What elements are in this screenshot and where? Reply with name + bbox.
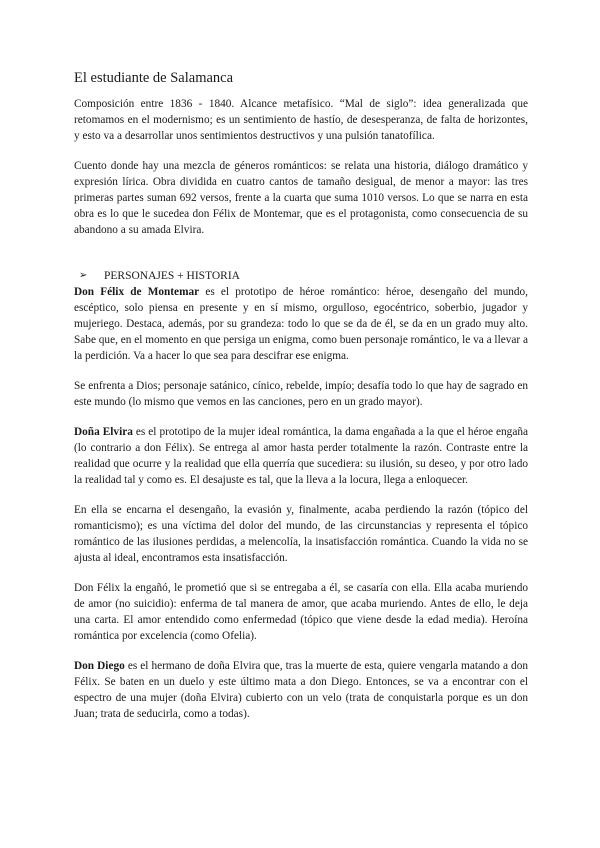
arrow-bullet-icon: ➢ bbox=[79, 270, 88, 281]
document-page bbox=[74, 70, 528, 722]
felix-name: Don Félix de Montemar bbox=[74, 286, 200, 298]
felix-paragraph-1-text: es el prototipo de héroe romántico: héroe, desengaño del mundo, escéptico, solo piensa en presente y en sí mismo, orgulloso, egocéntrico, soberbio, jugador y mujeriego. Destaca, además, por su grandeza: todo lo que se da de él, se da en un grado muy alto. Sabe que, en el momento en que persiga un enigma, como buen personaje romántico, le va a llevar a la perdición. Va a hacer lo que sea para descifrar ese enigma. bbox=[74, 286, 528, 362]
diego-paragraph-1 bbox=[74, 658, 528, 722]
intro-paragraph-2: Cuento donde hay una mezcla de géneros románticos: se relata una historia, diálogo dramático y expresión lírica. Obra dividida en cuatro cantos de tamaño desigual, de menor a mayor: las tres primeras partes suman 692 versos, frente a la cuarta que suma 1010 versos. Lo que se narra en esta obra es lo que le sucedea don Félix de Montemar, que es el protagonista, como consecuencia de su abandono a su amada Elvira. bbox=[74, 160, 528, 236]
elvira-paragraph-1-text: es el prototipo de la mujer ideal romántica, la dama engañada a la que el héroe engaña (lo contrario a don Félix). Se entrega al amor hasta perder totalmente la razón. Contraste entre la realidad que ocurre y la realidad que ella querría que sucediera: su ilusión, su deseo, y por otro lado la realidad tal y como es. El desajuste es tal, que la lleva a la locura, llega a enloquecer. bbox=[74, 426, 529, 486]
document-title: El estudiante de Salamanca bbox=[74, 70, 234, 86]
elvira-name: Doña Elvira bbox=[74, 426, 133, 438]
section-heading-text: PERSONAJES + HISTORIA bbox=[104, 270, 240, 282]
diego-paragraph-1-text: es el hermano de doña Elvira que, tras la muerte de esta, quiere vengarla matando a don Félix. Se baten en un duelo y este último mata a don Diego. Entonces, se va a encontrar con el espectro de una mujer (doña Elvira) cubierto con un velo (trata de conquistarla porque es un don Juan; trata de seducirla, como a todas). bbox=[74, 660, 528, 720]
felix-paragraph-2: Se enfrenta a Dios; personaje satánico, cínico, rebelde, impío; desafía todo lo que hay de sagrado en este mundo (lo mismo que vemos en las canciones, pero en un grado mayor). bbox=[74, 380, 528, 408]
intro-paragraph-1: Composición entre 1836 - 1840. Alcance metafísico. “Mal de siglo”: idea generalizada que retomamos en el modernismo; es un sentimiento de hastío, de desesperanza, de falta de horizontes, y esto va a desarrollar unos sentimientos destructivos y una pulsión tanatofílica. bbox=[74, 98, 528, 142]
diego-name: Don Diego bbox=[74, 660, 125, 672]
elvira-paragraph-3: Don Félix la engañó, le prometió que si se entregaba a él, se casaría con ella. Ella acaba muriendo de amor (no suicidio): enferma de tal manera de amor, que acaba muriendo. Antes de ello, le deja una carta. El amor entendido como enfermedad (tópico que viene desde la edad media). Heroína romántica por excelencia (como Ofelia). bbox=[74, 582, 528, 642]
felix-paragraph-1 bbox=[74, 284, 528, 364]
section-heading bbox=[74, 268, 528, 284]
elvira-paragraph-1 bbox=[74, 424, 528, 488]
elvira-paragraph-2: En ella se encarna el desengaño, la evasión y, finalmente, acaba perdiendo la razón (tópico del romanticismo); es una víctima del dolor del mundo, de las circunstancias y representa el tópico romántico de las ilusiones perdidas, a melencolía, la insatisfacción romántica. Cuando la vida no se ajusta al ideal, encontramos esta insatisfacción. bbox=[74, 504, 528, 564]
